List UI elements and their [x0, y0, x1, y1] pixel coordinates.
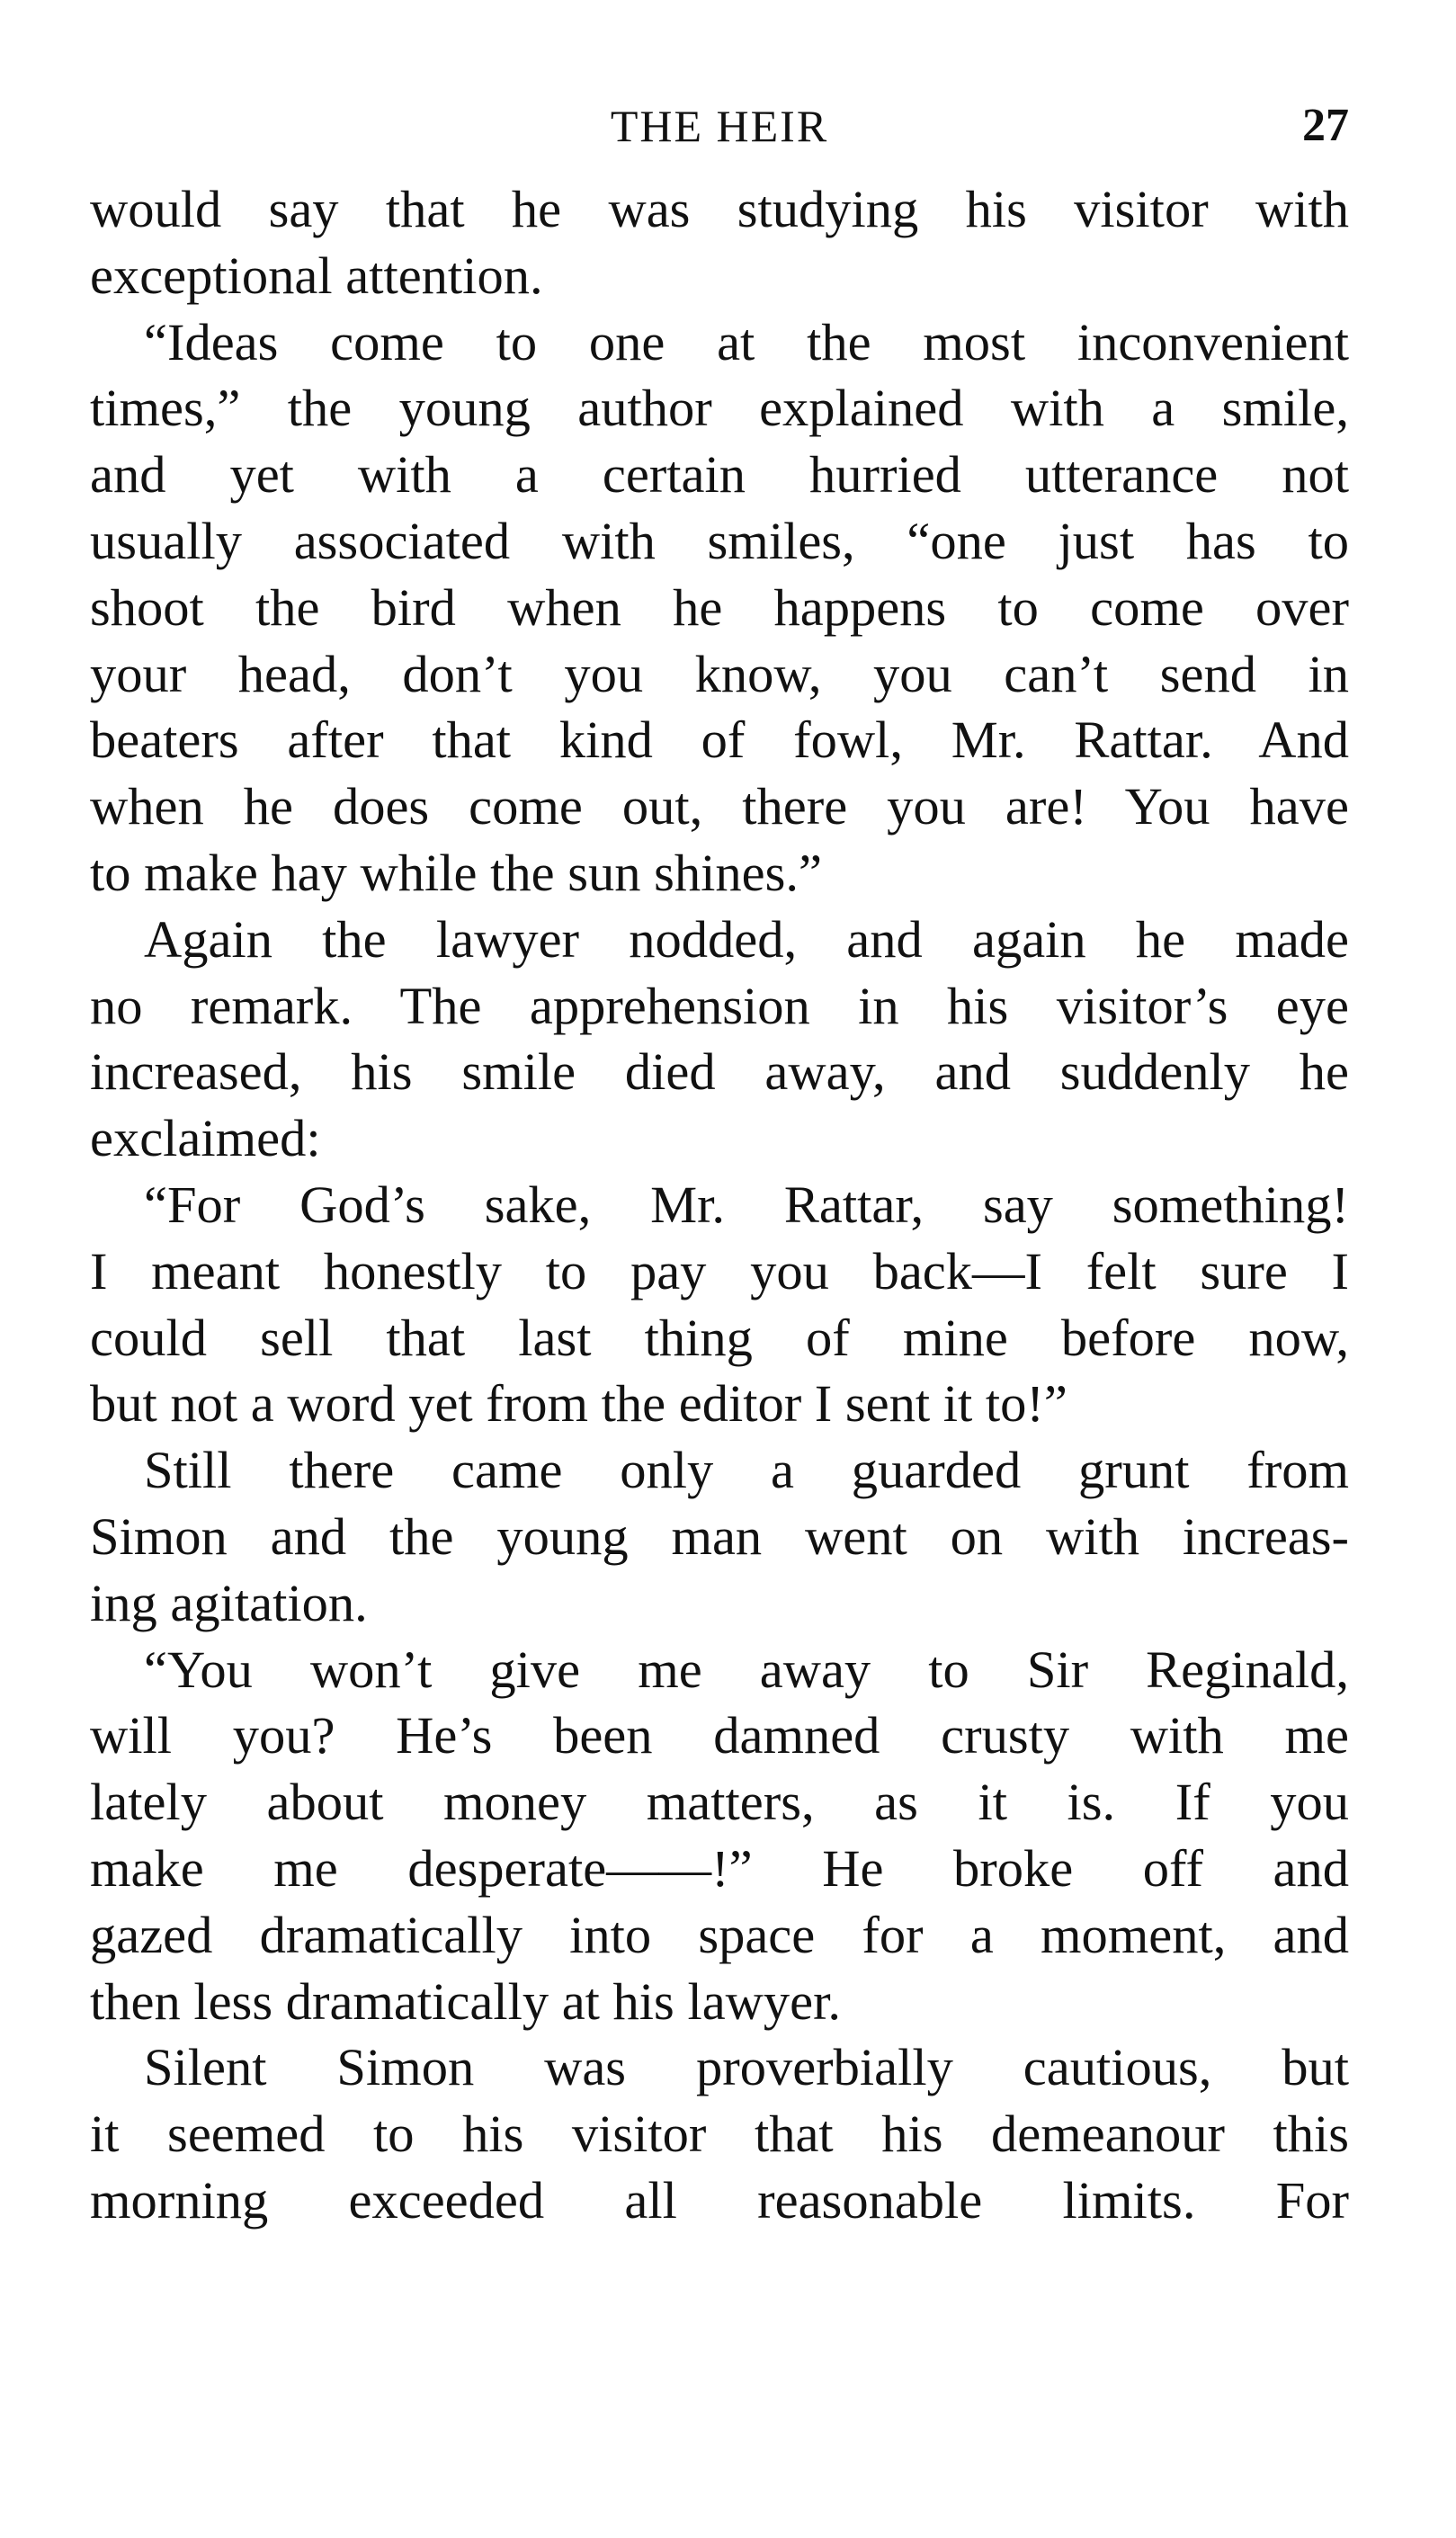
text-line: exclaimed: [90, 1109, 321, 1168]
text-line: gazed dramatically into space for a moment, and [90, 1905, 1349, 1964]
text-line: and yet with a certain hurried utterance not [90, 445, 1349, 505]
page-number: 27 [1302, 100, 1349, 151]
text-line: will you? He’s been damned crusty with me [90, 1706, 1349, 1765]
text-line: increased, his smile died away, and suddenly he [90, 1042, 1349, 1102]
text-line: your head, don’t you know, you can’t send in [90, 644, 1349, 703]
text-line: Simon and the young man went on with increas- [90, 1506, 1349, 1566]
text-line: Silent Simon was proverbially cautious, but [144, 2038, 1349, 2097]
text-line: exceptional attention. [90, 246, 543, 305]
text-line: to make hay while the sun shines.” [90, 843, 822, 902]
text-line: beaters after that kind of fowl, Mr. Rattar. And [90, 710, 1349, 770]
body-text [90, 176, 1349, 2234]
text-line: times,” the young author explained with a smile, [90, 379, 1349, 438]
text-line: morning exceeded all reasonable limits. For [90, 2170, 1349, 2230]
text-line: no remark. The apprehension in his visitor’s eye [90, 976, 1349, 1035]
running-head [90, 90, 1349, 162]
text-line: make me desperate——!” He broke off and [90, 1838, 1349, 1898]
text-line: but not a word yet from the editor I sent it to!” [90, 1374, 1067, 1434]
text-line: usually associated with smiles, “one just has to [90, 511, 1349, 570]
text-line: Again the lawyer nodded, and again he made [144, 909, 1349, 969]
text-line: could sell that last thing of mine before now, [90, 1308, 1349, 1367]
text-line: lately about money matters, as it is. If you [90, 1773, 1349, 1832]
text-line: I meant honestly to pay you back—I felt sure I [90, 1241, 1349, 1300]
text-line: then less dramatically at his lawyer. [90, 1971, 841, 2031]
text-line: ing agitation. [90, 1573, 368, 1632]
text-line: shoot the bird when he happens to come over [90, 577, 1349, 637]
text-line: it seemed to his visitor that his demeanour this [90, 2105, 1349, 2164]
text-line: “For God’s sake, Mr. Rattar, say something! [144, 1175, 1349, 1234]
text-line: would say that he was studying his visitor with [90, 180, 1349, 238]
text-line: Still there came only a guarded grunt from [144, 1441, 1349, 1500]
running-title: THE HEIR [610, 101, 829, 151]
text-line: “You won’t give me away to Sir Reginald, [144, 1640, 1349, 1699]
text-line: “Ideas come to one at the most inconvenient [144, 312, 1349, 371]
text-line: when he does come out, there you are! You have [90, 777, 1349, 836]
